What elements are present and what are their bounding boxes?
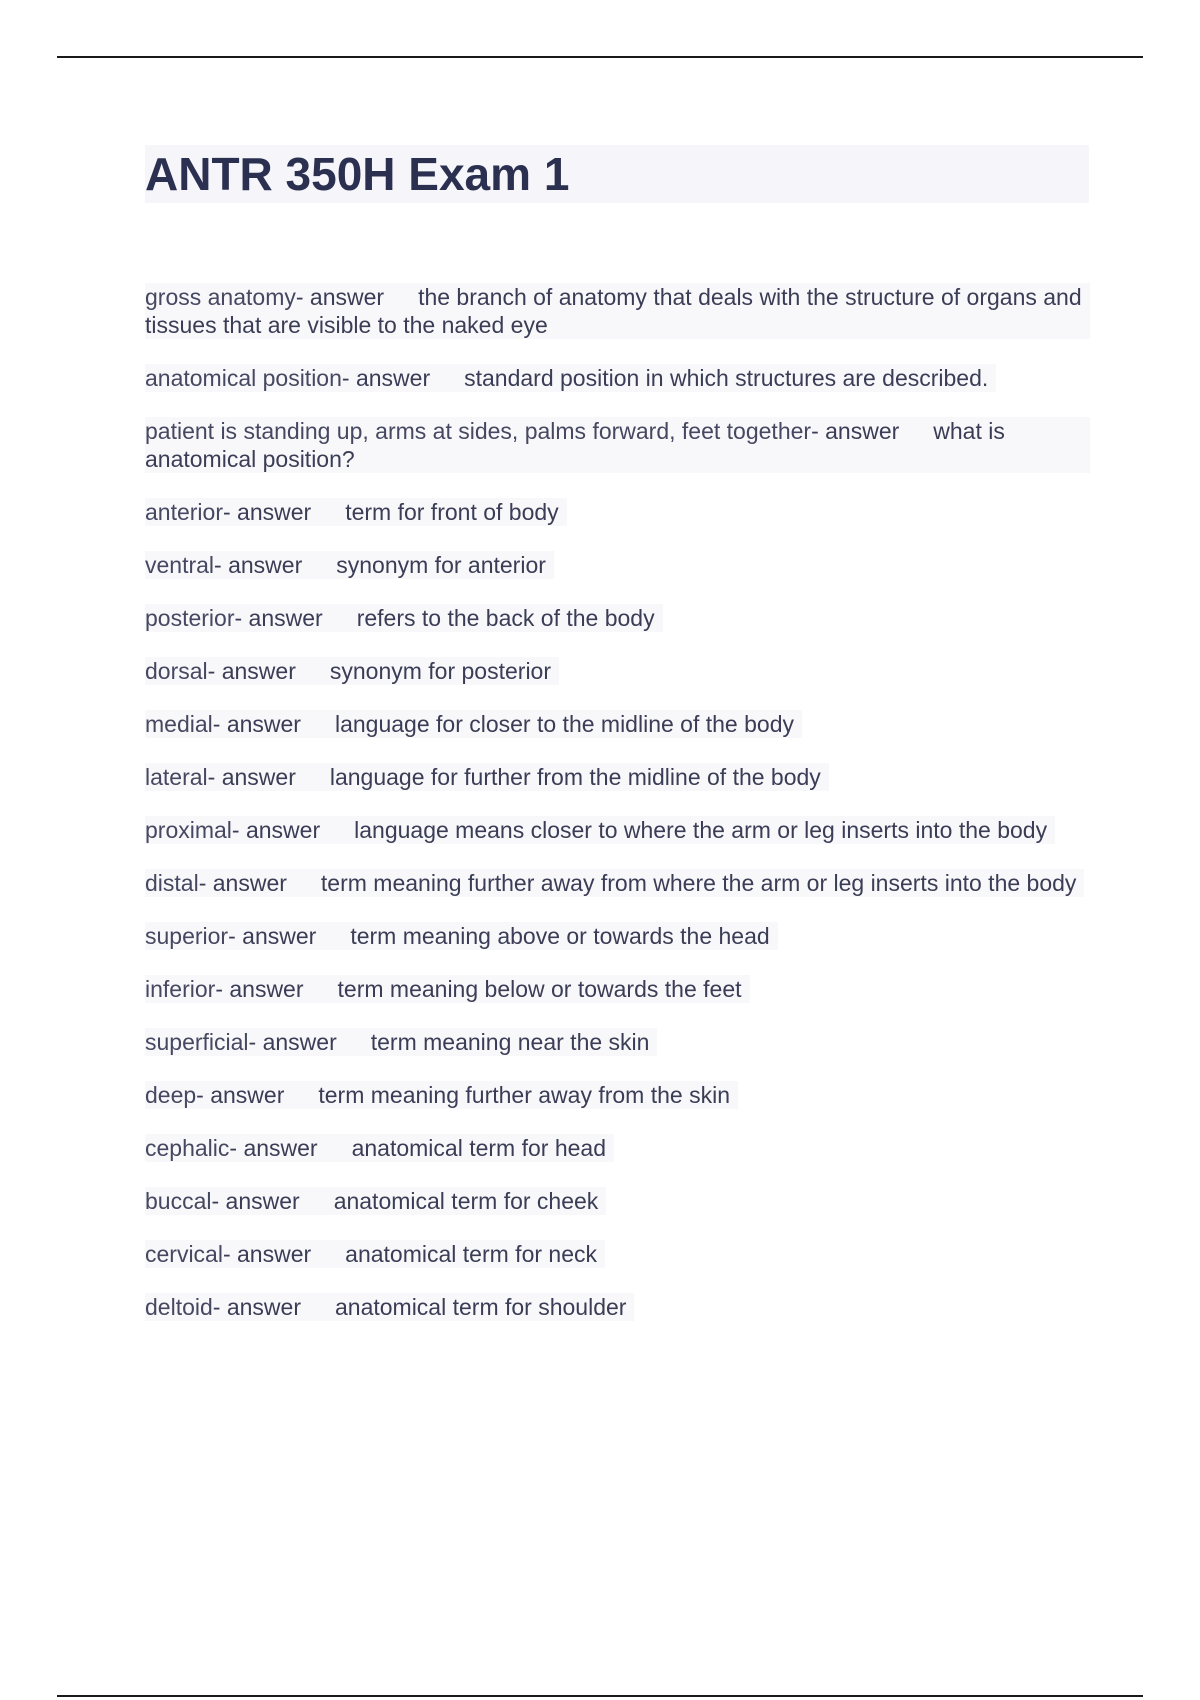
- qa-answer-separator: - answer: [234, 605, 323, 631]
- qa-definition: what is anatomical position?: [145, 418, 1005, 472]
- qa-answer-separator: - answer: [215, 976, 304, 1002]
- qa-answer-separator: - answer: [198, 870, 287, 896]
- qa-answer-separator: - answer: [207, 764, 296, 790]
- qa-item: [145, 551, 554, 579]
- qa-term: deltoid: [145, 1294, 213, 1320]
- qa-answer-separator: - answer: [196, 1082, 285, 1108]
- qa-definition: standard position in which structures are described.: [464, 365, 989, 391]
- qa-definition: term meaning near the skin: [370, 1029, 650, 1055]
- top-rule: [57, 56, 1143, 58]
- qa-answer-separator: - answer: [341, 365, 431, 391]
- qa-answer-separator: - answer: [211, 1188, 300, 1214]
- qa-answer-separator: - answer: [295, 284, 385, 310]
- qa-item: [145, 922, 778, 950]
- qa-term: medial: [145, 711, 213, 737]
- qa-definition: synonym for anterior: [336, 552, 546, 578]
- qa-term: ventral: [145, 552, 215, 578]
- qa-item: [145, 283, 1090, 339]
- qa-definition: language means closer to where the arm or leg inserts into the body: [354, 817, 1048, 843]
- qa-item: [145, 816, 1055, 844]
- qa-item: [145, 975, 750, 1003]
- qa-item: [145, 364, 996, 392]
- qa-definition: the branch of anatomy that deals with the structure of organs and tissues that are visible to the naked eye: [145, 284, 1082, 338]
- qa-term: anatomical position: [145, 365, 342, 391]
- qa-term: inferior: [145, 976, 216, 1002]
- qa-item: [145, 1293, 634, 1321]
- qa-item: [145, 604, 663, 632]
- qa-list: [145, 283, 1090, 1346]
- qa-answer-separator: - answer: [228, 923, 317, 949]
- qa-term: patient is standing up, arms at sides, palms forward, feet together: [145, 418, 812, 444]
- qa-definition: language for further from the midline of the body: [329, 764, 821, 790]
- qa-item: [145, 1028, 657, 1056]
- qa-item: [145, 498, 567, 526]
- qa-term: cervical: [145, 1241, 223, 1267]
- qa-answer-separator: - answer: [222, 499, 312, 525]
- qa-definition: term meaning below or towards the feet: [337, 976, 742, 1002]
- qa-term: dorsal: [145, 658, 208, 684]
- qa-term: lateral: [145, 764, 208, 790]
- qa-definition: anatomical term for shoulder: [334, 1294, 627, 1320]
- qa-definition: term meaning further away from where the arm or leg inserts into the body: [320, 870, 1077, 896]
- qa-answer-separator: - answer: [212, 711, 301, 737]
- qa-answer-separator: - answer: [212, 1294, 301, 1320]
- qa-item: [145, 1134, 614, 1162]
- qa-term: cephalic: [145, 1135, 230, 1161]
- qa-definition: refers to the back of the body: [356, 605, 655, 631]
- page-title: ANTR 350H Exam 1: [145, 148, 570, 200]
- bottom-rule: [57, 1695, 1143, 1697]
- qa-definition: term for front of body: [345, 499, 559, 525]
- qa-answer-separator: - answer: [229, 1135, 318, 1161]
- qa-definition: anatomical term for head: [351, 1135, 606, 1161]
- qa-answer-separator: - answer: [231, 817, 321, 843]
- qa-item: [145, 869, 1084, 897]
- qa-term: anterior: [145, 499, 223, 525]
- qa-answer-separator: - answer: [207, 658, 296, 684]
- qa-term: superficial: [145, 1029, 249, 1055]
- qa-term: posterior: [145, 605, 235, 631]
- qa-item: [145, 1187, 606, 1215]
- qa-definition: term meaning above or towards the head: [350, 923, 770, 949]
- qa-definition: term meaning further away from the skin: [318, 1082, 730, 1108]
- qa-term: proximal: [145, 817, 232, 843]
- qa-answer-separator: - answer: [811, 418, 900, 444]
- qa-item: [145, 1240, 605, 1268]
- qa-item: [145, 710, 802, 738]
- qa-definition: anatomical term for cheek: [333, 1188, 599, 1214]
- qa-answer-separator: - answer: [222, 1241, 312, 1267]
- qa-term: buccal: [145, 1188, 212, 1214]
- qa-item: [145, 657, 559, 685]
- qa-answer-separator: - answer: [214, 552, 303, 578]
- qa-item: [145, 1081, 738, 1109]
- qa-definition: language for closer to the midline of the body: [334, 711, 794, 737]
- qa-term: superior: [145, 923, 229, 949]
- qa-definition: synonym for posterior: [329, 658, 551, 684]
- qa-item: [145, 417, 1090, 473]
- qa-term: gross anatomy: [145, 284, 296, 310]
- qa-answer-separator: - answer: [248, 1029, 337, 1055]
- qa-term: distal: [145, 870, 199, 896]
- qa-term: deep: [145, 1082, 197, 1108]
- qa-item: [145, 763, 829, 791]
- qa-definition: anatomical term for neck: [345, 1241, 597, 1267]
